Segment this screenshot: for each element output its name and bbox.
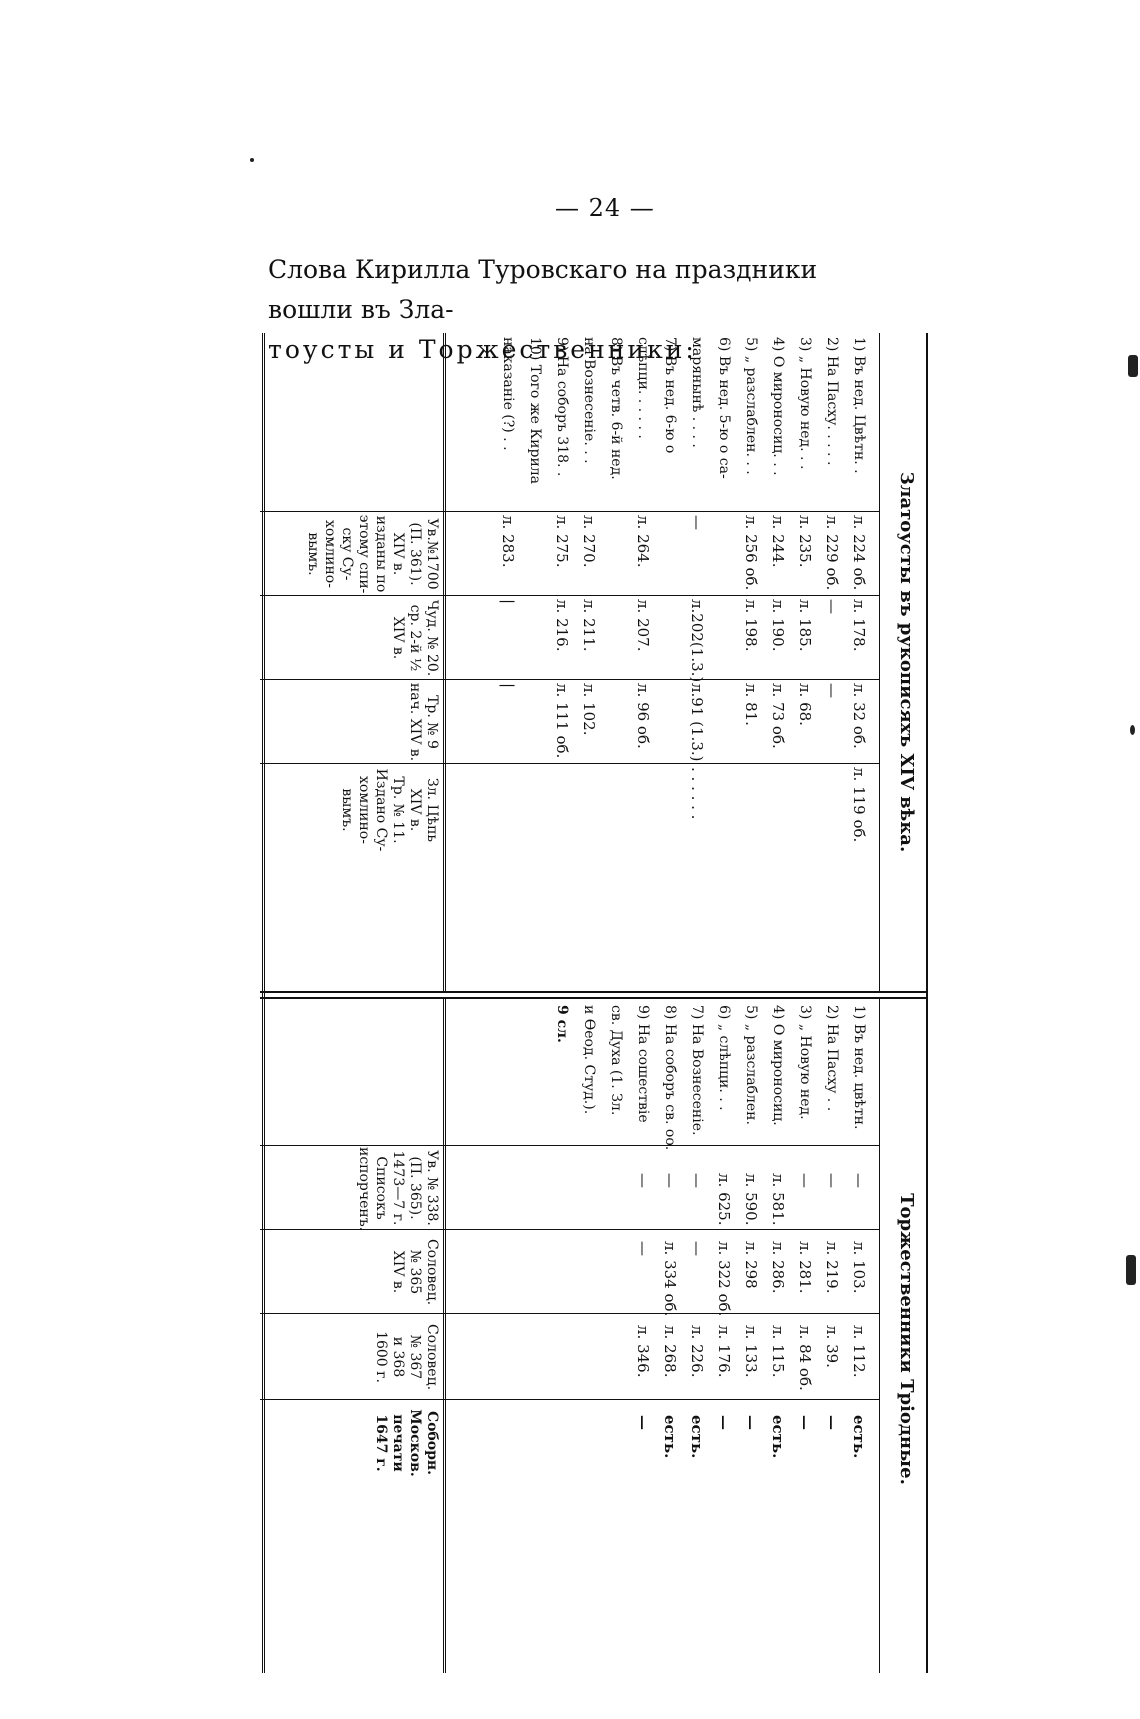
zlatousty-col-4 <box>494 767 872 842</box>
column-divider <box>260 511 880 512</box>
list-item: 8) На соборъ св. оо. <box>662 1005 678 1151</box>
zlatousty-items <box>494 337 872 507</box>
cell <box>737 767 764 842</box>
cell <box>710 767 737 842</box>
cell: л. 281. <box>796 1241 814 1294</box>
cell <box>710 683 737 761</box>
list-item: 10) Того же Кирила <box>527 337 543 485</box>
header-line: ср. 2-й ½ <box>407 604 423 672</box>
list-item: 5) „ разслаблен. <box>743 1005 759 1125</box>
cell <box>521 599 548 682</box>
cell <box>629 767 656 842</box>
header-line: № 367 <box>407 1334 423 1380</box>
list-item: 1) Въ нед. цвѣтн. <box>851 1005 867 1130</box>
header-line: изданы по <box>373 515 389 593</box>
cell: л. 256 об. <box>742 515 760 591</box>
cell: л. 211. <box>580 599 598 652</box>
header-line: Ув. № 338. <box>424 1150 440 1226</box>
cell <box>710 515 737 590</box>
header-line: вымъ. <box>305 532 321 576</box>
cell: л. 625. <box>715 1173 733 1226</box>
list-item: 5) „ разслаблен. . . <box>743 337 759 475</box>
cell <box>602 515 629 590</box>
cell: л. 112. <box>850 1325 868 1378</box>
cell: л. 207. <box>634 599 652 652</box>
torzhestvenniki-col-4 <box>575 1415 872 1458</box>
cell: л. 119 об. <box>850 767 868 843</box>
zlatousty-col-3 <box>494 683 872 761</box>
list-item: 4) О мироносиц. <box>770 1005 786 1126</box>
divider <box>879 333 880 991</box>
print-speck <box>1128 355 1138 377</box>
header-line: XIV в. <box>390 532 406 576</box>
cell <box>548 767 575 842</box>
zlatousty-header-1 <box>304 513 440 595</box>
cell <box>575 1173 602 1225</box>
cell: . . . . . . <box>688 767 706 820</box>
header-line: печати <box>390 1414 406 1472</box>
cell <box>602 767 629 842</box>
cell: — <box>634 1415 652 1430</box>
cell: — <box>715 1415 733 1430</box>
column-divider <box>260 1399 880 1400</box>
print-speck <box>250 158 254 162</box>
cell: л. 178. <box>850 599 868 652</box>
cell: л. 115. <box>769 1325 787 1378</box>
zlatousty-col-1 <box>494 515 872 590</box>
header-line: Соборн. <box>424 1410 440 1476</box>
cell <box>710 599 737 682</box>
cell <box>602 599 629 682</box>
list-item: 2) На Пасху . . <box>824 1005 840 1112</box>
header-line: XIV в. <box>390 616 406 660</box>
list-item: 6) Въ нед. 5-ю о са- <box>716 337 732 479</box>
cell: есть. <box>688 1415 706 1459</box>
header-divider <box>443 999 446 1673</box>
cell <box>764 767 791 842</box>
list-item: 7) Въ нед. 6-ю о <box>662 337 678 454</box>
header-line: Списокъ <box>373 1156 389 1220</box>
header-line: Издано Су- <box>373 768 389 852</box>
cell: л. 581. <box>769 1173 787 1226</box>
cell: л. 198. <box>742 599 760 652</box>
cell: л. 73 об. <box>769 683 787 749</box>
header-line: 1473—7 г. <box>390 1150 406 1226</box>
header-line: хомлино- <box>322 520 338 588</box>
header-line: хомлино- <box>356 776 372 844</box>
cell: л. 81. <box>742 683 760 726</box>
cell: л. 235. <box>796 515 814 568</box>
cell: л. 84 об. <box>796 1325 814 1391</box>
cell: л.91 (1.3.) <box>688 683 706 762</box>
zlatousty-title: Златоусты въ рукописяхъ XIV вѣка. <box>896 471 917 853</box>
header-line: Ув.№1700 <box>424 518 440 590</box>
cell: — <box>823 683 841 698</box>
divider <box>879 999 880 1673</box>
list-item: 9) На соборъ 318. . <box>554 337 570 477</box>
list-item: слѣпци. . . . . . <box>635 337 651 439</box>
list-item: 3) „ Новую нед. . . <box>797 337 813 470</box>
nine-sermons-label: 9 сл. <box>554 1005 570 1043</box>
print-speck <box>1130 725 1135 735</box>
header-line: этому спи- <box>356 514 372 594</box>
list-item: наказаніе (?) . . <box>500 337 516 451</box>
cell <box>575 1415 602 1458</box>
list-item: 9) На сошествіе <box>635 1005 651 1123</box>
cell: — <box>796 1415 814 1430</box>
cell <box>602 1173 629 1225</box>
column-divider <box>260 1229 880 1230</box>
header-line: (П. 361). <box>407 522 423 586</box>
list-item: марянынѣ . . . . <box>689 337 705 448</box>
zlatousty-header-2 <box>389 597 440 679</box>
list-item: 4) О мироносиц. . . <box>770 337 786 476</box>
center-double-rule <box>260 991 926 999</box>
cell <box>602 1325 629 1391</box>
header-line: и 368 <box>390 1336 406 1378</box>
cell: | <box>499 599 517 605</box>
cell: — <box>823 599 841 614</box>
cell: — <box>742 1415 760 1430</box>
header-line: Чуд. № 20. <box>424 599 440 677</box>
list-item: св. Духа (1. Зл. <box>608 1005 624 1116</box>
column-divider <box>260 595 880 596</box>
header-line: Тр. № 11. <box>390 776 406 844</box>
cell: — <box>823 1173 841 1188</box>
cell: л. 102. <box>580 683 598 736</box>
header-line: 1647 г. <box>373 1414 389 1472</box>
header-line: нач. XIV в. <box>407 682 423 762</box>
torzhestvenniki-items <box>548 1005 872 1151</box>
cell <box>602 1241 629 1316</box>
header-line: (П. 365). <box>407 1156 423 1220</box>
cell <box>656 515 683 590</box>
cell <box>494 767 521 842</box>
cell <box>575 1241 602 1316</box>
cell <box>656 767 683 842</box>
torzhestvenniki-col-2 <box>575 1241 872 1316</box>
header-line: Москов. <box>407 1409 423 1477</box>
header-line: XIV в. <box>407 788 423 832</box>
list-item: 7) На Вознесеніе. <box>689 1005 705 1136</box>
cell: л. 103. <box>850 1241 868 1294</box>
list-item: и Ѳеод. Студ.). <box>581 1005 597 1115</box>
list-item: на Вознесеніе. . . <box>581 337 597 464</box>
cell <box>656 599 683 682</box>
cell: л. 190. <box>769 599 787 652</box>
header-line: Соловец. <box>424 1238 440 1306</box>
torzhestvenniki-header-4 <box>372 1401 440 1485</box>
cell: л. 283. <box>499 515 517 568</box>
zlatousty-col-2 <box>494 599 872 682</box>
cell: — <box>661 1173 679 1188</box>
header-line: вымъ. <box>339 788 355 832</box>
cell: л. 133. <box>742 1325 760 1378</box>
cell: — <box>688 515 706 530</box>
cell: л. 346. <box>634 1325 652 1378</box>
torzhestvenniki-header-2 <box>389 1231 440 1313</box>
cell: л. 176. <box>715 1325 733 1378</box>
cell: — <box>634 1173 652 1188</box>
cell: л. 185. <box>796 599 814 652</box>
torzhestvenniki-header-1 <box>355 1147 440 1232</box>
cell: л. 39. <box>823 1325 841 1368</box>
cell <box>602 1415 629 1458</box>
list-item: 1) Въ нед. Цвѣтн. . <box>851 337 867 474</box>
header-divider <box>443 333 446 991</box>
header-line: Тр. № 9 <box>424 695 440 749</box>
cell: л. 270. <box>580 515 598 568</box>
cell: есть. <box>850 1415 868 1459</box>
torzhestvenniki-header-3 <box>372 1315 440 1399</box>
header-line: № 365 <box>407 1249 423 1295</box>
page-number: — 24 — <box>555 194 655 222</box>
cell: л. 268. <box>661 1325 679 1378</box>
cell: — <box>823 1415 841 1430</box>
cell: л.202(1.3.) <box>688 599 706 683</box>
cell <box>521 767 548 842</box>
cell: л. 96 об. <box>634 683 652 749</box>
cell: л. 224 об. <box>850 515 868 591</box>
list-item: 8) Въ четв. 6-й нед. <box>608 337 624 480</box>
heading-line-2: тоусты и Торжественники: <box>268 335 697 364</box>
cell: л. 229 об. <box>823 515 841 591</box>
cell: л. 32 об. <box>850 683 868 749</box>
cell: есть. <box>769 1415 787 1459</box>
cell: л. 111 об. <box>553 683 571 759</box>
cell: л. 219. <box>823 1241 841 1294</box>
cell: — <box>850 1173 868 1188</box>
list-item: 2) На Пасху. . . . . <box>824 337 840 466</box>
cell <box>791 767 818 842</box>
header-line: ску Су- <box>339 527 355 581</box>
cell <box>575 1325 602 1391</box>
cell <box>818 767 845 842</box>
cell: | <box>499 683 517 689</box>
list-item: 3) „ Новую нед. <box>797 1005 813 1120</box>
cell: л. 322 об. <box>715 1241 733 1317</box>
cell: л. 334 об. <box>661 1241 679 1317</box>
cell: л. 226. <box>688 1325 706 1378</box>
cell: л. 298 <box>742 1241 760 1289</box>
cell: л. 244. <box>769 515 787 568</box>
torzhestvenniki-col-3 <box>575 1325 872 1391</box>
header-line: XIV в. <box>390 1250 406 1294</box>
torzhestvenniki-col-1 <box>575 1173 872 1225</box>
cell: есть. <box>661 1415 679 1459</box>
cell: — <box>688 1241 706 1256</box>
header-line: 1600 г. <box>373 1331 389 1383</box>
cell: л. 286. <box>769 1241 787 1294</box>
header-line: Зл. Цѣпь <box>424 777 440 843</box>
cell <box>602 683 629 761</box>
rotated-table <box>262 333 928 1673</box>
cell: л. 264. <box>634 515 652 568</box>
cell: — <box>688 1173 706 1188</box>
cell: — <box>634 1241 652 1256</box>
cell <box>521 683 548 761</box>
header-line: испорченъ. <box>356 1147 372 1232</box>
cell <box>575 767 602 842</box>
print-speck <box>1126 1255 1136 1285</box>
zlatousty-header-3 <box>406 681 440 763</box>
cell <box>521 515 548 590</box>
cell: л. 275. <box>553 515 571 568</box>
header-line: Соловец. <box>424 1323 440 1391</box>
cell: — <box>796 1173 814 1188</box>
column-divider <box>260 763 880 764</box>
column-divider <box>260 1145 880 1146</box>
cell <box>656 683 683 761</box>
cell: л. 216. <box>553 599 571 652</box>
cell: л. 590. <box>742 1173 760 1226</box>
torzhestvenniki-title: Торжественники Тріодные. <box>896 1193 917 1485</box>
list-item: 6) „ слѣпци. . . <box>716 1005 732 1111</box>
cell: л. 68. <box>796 683 814 726</box>
heading-line-1: Слова Кирилла Туровскаго на праздники вошли въ Зла- <box>268 255 818 324</box>
manuscripts-table <box>262 333 928 1673</box>
zlatousty-header-4 <box>338 765 440 855</box>
